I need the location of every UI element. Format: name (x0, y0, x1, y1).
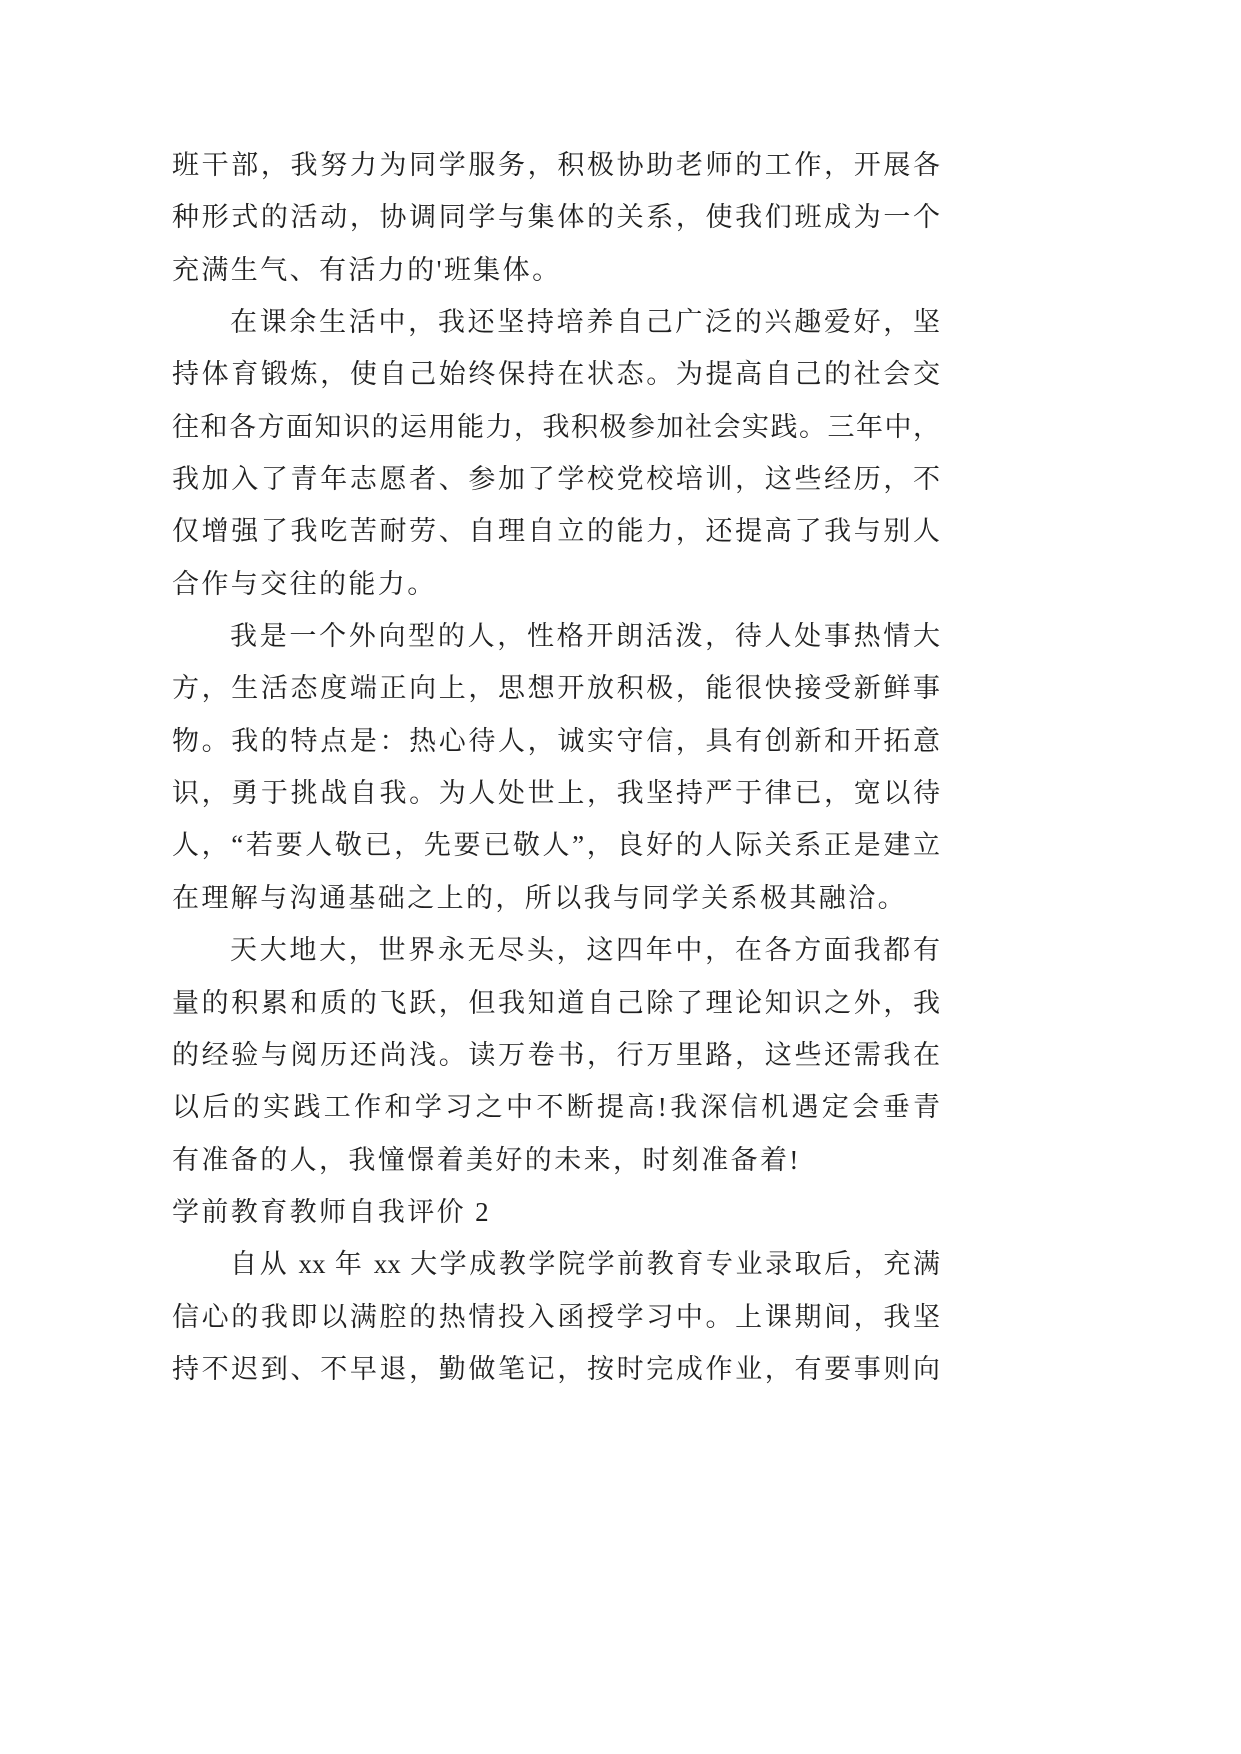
text-line: 我加入了青年志愿者、参加了学校党校培训，这些经历，不 (172, 464, 940, 495)
section-heading: 学前教育教师自我评价 2 (172, 1196, 492, 1227)
text-line: 我是一个外向型的人，性格开朗活泼，待人处事热情大 (230, 621, 940, 652)
text-line: 合作与交往的能力。 (172, 568, 437, 599)
document-body (172, 139, 940, 1395)
text-line: 班干部，我努力为同学服务，积极协助老师的工作，开展各 (172, 150, 940, 180)
text-line: 物。我的特点是：热心待人，诚实守信，具有创新和开拓意 (172, 725, 940, 756)
text-line: 仅增强了我吃苦耐劳、自理自立的能力，还提高了我与别人 (172, 516, 940, 547)
text-line: 在理解与沟通基础之上的，所以我与同学关系极其融洽。 (172, 882, 907, 913)
text-line: 信心的我即以满腔的热情投入函授学习中。上课期间，我坚 (172, 1301, 940, 1332)
text-line: 方，生活态度端正向上，思想开放积极，能很快接受新鲜事 (172, 673, 940, 704)
text-line: 量的积累和质的飞跃，但我知道自己除了理论知识之外，我 (172, 987, 940, 1018)
text-line: 有准备的人，我憧憬着美好的未来，时刻准备着! (172, 1144, 801, 1175)
text-line: 识，勇于挑战自我。为人处世上，我坚持严于律已，宽以待 (172, 778, 940, 809)
text-line: 天大地大，世界永无尽头，这四年中，在各方面我都有 (230, 935, 940, 966)
text-line: 往和各方面知识的运用能力，我积极参加社会实践。三年中， (172, 411, 940, 442)
text-line: 的经验与阅历还尚浅。读万卷书，行万里路，这些还需我在 (172, 1039, 940, 1070)
text-line: 充满生气、有活力的'班集体。 (172, 254, 562, 285)
text-line: 自从 xx 年 xx 大学成教学院学前教育专业录取后，充满 (230, 1249, 940, 1280)
text-line: 持体育锻炼，使自己始终保持在状态。为提高自己的社会交 (172, 359, 940, 390)
text-line: 在课余生活中，我还坚持培养自己广泛的兴趣爱好，坚 (230, 307, 940, 338)
text-line: 持不迟到、不早退，勤做笔记，按时完成作业，有要事则向 (172, 1353, 940, 1384)
text-line: 种形式的活动，协调同学与集体的关系，使我们班成为一个 (172, 202, 940, 233)
text-line: 人，“若要人敬已，先要已敬人”，良好的人际关系正是建立 (172, 830, 940, 861)
text-line: 以后的实践工作和学习之中不断提高!我深信机遇定会垂青 (172, 1092, 940, 1123)
